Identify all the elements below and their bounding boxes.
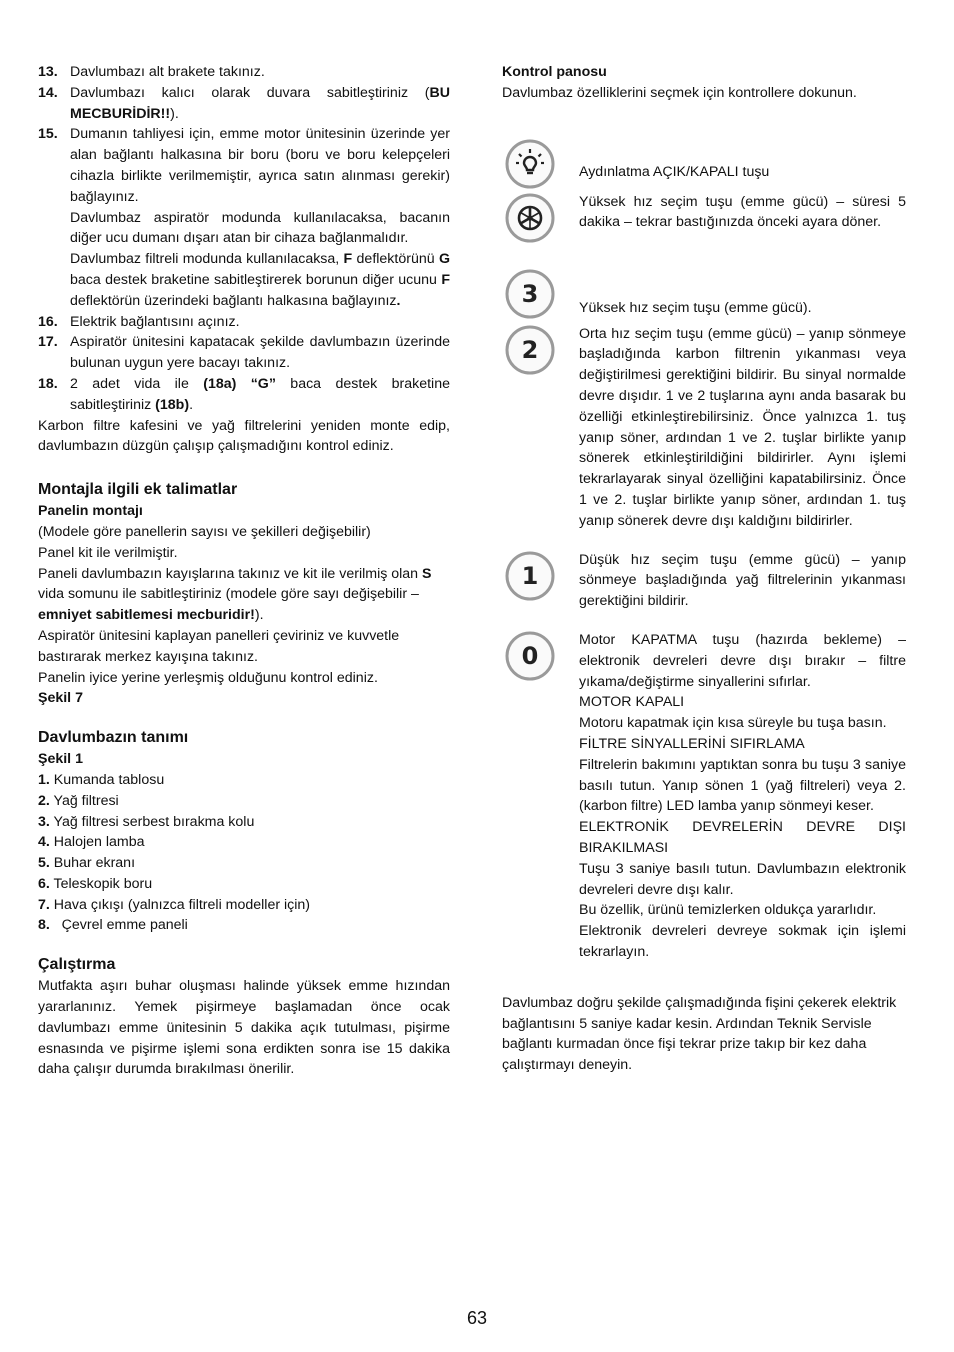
- step-number: 14.: [38, 84, 58, 101]
- list-item: [38, 812, 450, 833]
- mandatory-note: BU MECBURİDİR!!: [70, 84, 450, 122]
- step-text: Davlumbazı alt brakete takınız.: [70, 64, 265, 80]
- list-number: 7.: [38, 896, 50, 913]
- motor-off-label: 0: [521, 641, 539, 670]
- list-text: Çevrel emme paneli: [49, 917, 188, 934]
- text-part: deflektörün üzerindeki bağlantı halkasına bağlayınız: [70, 292, 397, 309]
- step-text: [70, 374, 450, 416]
- step-text-part: ).: [170, 105, 179, 122]
- list-number: 4.: [38, 834, 50, 851]
- text-part: .: [396, 292, 401, 309]
- speed-2-label: 2: [521, 335, 539, 364]
- list-text: Halojen lamba: [49, 834, 145, 851]
- step-number: 15.: [38, 126, 58, 143]
- control-speed-2: [502, 324, 906, 532]
- control-light-text: Aydınlatma AÇIK/KAPALI tuşu: [579, 163, 770, 180]
- speed-1-label: 1: [521, 561, 539, 590]
- list-text: Yağ filtresi serbest bırakma kolu: [49, 813, 255, 830]
- electronics-off-subheading: ELEKTRONİK DEVRELERİN DEVRE DIŞI BIRAKILMASI: [579, 819, 906, 856]
- control-speed-3-text: Yüksek hız seçim tuşu (emme gücü).: [579, 299, 812, 316]
- panel-line-5: Panelin iyice yerine yerleşmiş olduğunu kontrol ediniz.: [38, 669, 378, 686]
- text-part: deflektörünü: [352, 251, 439, 268]
- step-text: Dumanın tahliyesi için, emme motor ünitesinin üzerinde yer alan bağlantı halkasına bir boru (boru ve boru kelepçeleri cihazla birlikte verilmemiştir, ayrıca satın alınması gerekir) bağlayınız.: [70, 126, 450, 205]
- motor-off-icon: [502, 630, 579, 688]
- left-column: [38, 62, 450, 1080]
- part-letter: F: [441, 271, 450, 288]
- operation-heading: Çalıştırma: [38, 956, 116, 974]
- part-letter: S: [422, 565, 432, 582]
- list-item: [38, 853, 450, 874]
- step-15-paragraph-2: Davlumbaz aspiratör modunda kullanılacaksa, bacanın diğer ucu dumanı dışarı atan bir cihaza bağlanmalıdır.: [70, 209, 450, 247]
- control-panel-intro: Davlumbaz özelliklerini seçmek için kontrollere dokunun.: [502, 84, 857, 101]
- text-part: baca destek braketine sabitleştiriniz: [70, 375, 450, 413]
- step-number: 16.: [38, 313, 58, 330]
- text-part: ).: [254, 607, 264, 624]
- figure-reference: Şekil 7: [38, 690, 83, 707]
- light-bulb-icon: [502, 138, 579, 196]
- safety-note: emniyet sabitlemesi mecburidir!: [38, 607, 255, 624]
- motor-off-subheading: MOTOR KAPALI: [579, 694, 685, 711]
- step-16: [38, 312, 450, 333]
- operation-text: Mutfakta aşırı buhar oluşması halinde yüksek emme hızından yararlanınız. Yemek pişirmeye başlamadan önce ocak davlumbazı emme ünitesinin 5 dakika açık tutulması, pişirme esnasında ve pişirme işlemi sona erdikten sonra ise 15 dakika daha çalışır durumda bırakılması önerilir.: [38, 978, 450, 1078]
- electronics-off-paragraph: Bu özellik, ürünü temizlerken oldukça yararlıdır.: [579, 902, 877, 919]
- part-reference: (18a) “G”: [203, 375, 276, 392]
- text-part: Paneli davlumbazın kayışlarına takınız ve kit ile verilmiş olan: [38, 565, 423, 582]
- step-17: [38, 332, 450, 374]
- panel-line-3: [38, 564, 450, 626]
- list-number: 1.: [38, 771, 50, 788]
- step-15-paragraph-3: [70, 249, 450, 311]
- fan-icon: [502, 192, 579, 250]
- filter-reset-subheading: FİLTRE SİNYALLERİNİ SIFIRLAMA: [579, 735, 805, 752]
- step-number: 18.: [38, 375, 58, 392]
- text-part: .: [189, 396, 194, 413]
- electronics-off-paragraph: Elektronik devreleri devreye sokmak için işlemi tekrarlayın.: [579, 923, 906, 960]
- step-13: [38, 62, 450, 83]
- step-15: [38, 124, 450, 207]
- control-speed-2-text: Orta hız seçim tuşu (emme gücü) – yanıp sönmeye başladığında karbon filtrenin yıkanması veya değiştirilmesi gerektiğini bildirir. Bu sinyal normalde devre dışıdır. 1 ve 2 tuşlarına aynı anda basarak bu özelliği etkinleştirebilirsiniz. Önce yalnızca 1. tuş yanıp söner, ardından 1 ve 2. tuşlar birlikte yanıp sönerek etkinleştirildiğini bildirirler. Aynı işlemi tekrarlayarak sinyal özelliğini kapatabilirsiniz. Önce 1 ve 2. tuşlar birlikte yanıp söner, ardından 1. tuş yanıp sönerek devre dışı kaldığını bildirirler.: [579, 325, 906, 529]
- part-letter: F: [343, 251, 353, 268]
- right-column: [502, 62, 906, 1076]
- step-text: Aspiratör ünitesini kapatacak şekilde davlumbazın üzerinde bulunan uygun yere bacayı takınız.: [70, 334, 450, 372]
- text-part: vida somunu ile sabitleştiriniz (modele göre sayı değişebilir –: [38, 586, 419, 603]
- step-text: [70, 83, 450, 125]
- description-heading: Davlumbazın tanımı: [38, 729, 189, 747]
- list-item: [38, 915, 450, 936]
- control-panel-heading: Kontrol panosu: [502, 64, 607, 80]
- text-part: baca destek braketine sabitleştirerek borunun diğer ucunu: [70, 271, 442, 288]
- speed-1-icon: [502, 550, 579, 608]
- panel-montage-subheading: Panelin montajı: [38, 503, 143, 520]
- list-text: Hava çıkışı (yalnızca filtreli modeller için): [49, 896, 311, 913]
- list-text: Buhar ekranı: [49, 855, 136, 872]
- panel-line-4: Aspiratör ünitesini kaplayan panelleri çeviriniz ve kuvvetle bastırarak merkez kayışına takınız.: [38, 627, 400, 665]
- page-number: 63: [466, 1308, 488, 1328]
- list-text: Kumanda tablosu: [49, 771, 165, 788]
- electronics-off-paragraph: Tuşu 3 saniye basılı tutun. Davlumbazın elektronik devreleri devre dışı kalır.: [579, 860, 906, 898]
- part-letter: G: [438, 251, 450, 268]
- list-number: 8.: [38, 917, 50, 934]
- filter-reset-paragraph: Filtrelerin bakımını yaptıktan sonra bu tuşu 3 saniye basılı tutun. Yanıp sönen 1 (yağ filtreleri) veya 2. (karbon filtre) LED lamba yanıp sönmeyi keser.: [579, 756, 906, 815]
- speed-3-icon: [502, 268, 579, 326]
- list-item: [38, 895, 450, 916]
- control-motor-off-text: [579, 630, 906, 963]
- list-number: 5.: [38, 855, 50, 872]
- step-18: [38, 374, 450, 416]
- list-number: 2.: [38, 792, 50, 809]
- text-part: 2 adet vida ile: [70, 375, 204, 392]
- step-14: [38, 83, 450, 125]
- control-speed-3: [502, 268, 906, 326]
- motor-off-paragraph: Motoru kapatmak için kısa süreyle bu tuşa basın.: [579, 715, 887, 732]
- text-part: Davlumbaz filtreli modunda kullanılacaksa,: [70, 251, 344, 268]
- list-number: 6.: [38, 875, 50, 892]
- montage-heading: Montajla ilgili ek talimatlar: [38, 481, 238, 499]
- malfunction-note: Davlumbaz doğru şekilde çalışmadığında fişini çekerek elektrik bağlantısını 5 saniye kadar kesin. Ardından Teknik Servisle bağlantı kurmadan önce fişi tekrar prize takıp bir kez daha çalıştırmayı deneyin.: [502, 994, 897, 1074]
- list-text: Teleskopik boru: [49, 875, 153, 892]
- carbon-filter-note: Karbon filtre kafesini ve yağ filtrelerini yeniden monte edip, davlumbazın düzgün çalışıp çalışmadığını kontrol ediniz.: [38, 417, 450, 455]
- list-item: [38, 874, 450, 895]
- motor-off-paragraph: Motor KAPATMA tuşu (hazırda bekleme) – elektronik devreleri devre dışı bırakır – filtre yıkama/değiştirme sinyallerini sıfırlar.: [579, 631, 906, 690]
- control-boost-text: Yüksek hız seçim tuşu (emme gücü) – süresi 5 dakika – tekrar bastığınızda önceki ayara döner.: [579, 193, 906, 231]
- figure-reference: Şekil 1: [38, 751, 83, 768]
- step-text-part: Davlumbazı kalıcı olarak duvara sabitleştiriniz (: [70, 84, 430, 101]
- step-number: 17.: [38, 334, 58, 351]
- list-text: Yağ filtresi: [49, 792, 119, 809]
- part-reference: (18b): [155, 396, 190, 413]
- panel-line-1: (Modele göre panellerin sayısı ve şekilleri değişebilir): [38, 523, 371, 540]
- parts-list: [38, 770, 450, 936]
- control-boost: [502, 192, 906, 250]
- list-item: [38, 832, 450, 853]
- speed-3-label: 3: [521, 279, 539, 308]
- step-text: Elektrik bağlantısını açınız.: [70, 313, 240, 330]
- list-number: 3.: [38, 813, 50, 830]
- list-item: [38, 770, 450, 791]
- control-speed-1-text: Düşük hız seçim tuşu (emme gücü) – yanıp sönmeye başladığında yağ filtrelerinin yıkanması gerektiğini bildirir.: [579, 551, 906, 610]
- control-light: [502, 138, 906, 196]
- control-speed-1: [502, 550, 906, 612]
- panel-line-2: Panel kit ile verilmiştir.: [38, 544, 178, 561]
- list-item: [38, 791, 450, 812]
- control-motor-off: [502, 630, 906, 963]
- step-number: 13.: [38, 64, 58, 80]
- speed-2-icon: [502, 324, 579, 382]
